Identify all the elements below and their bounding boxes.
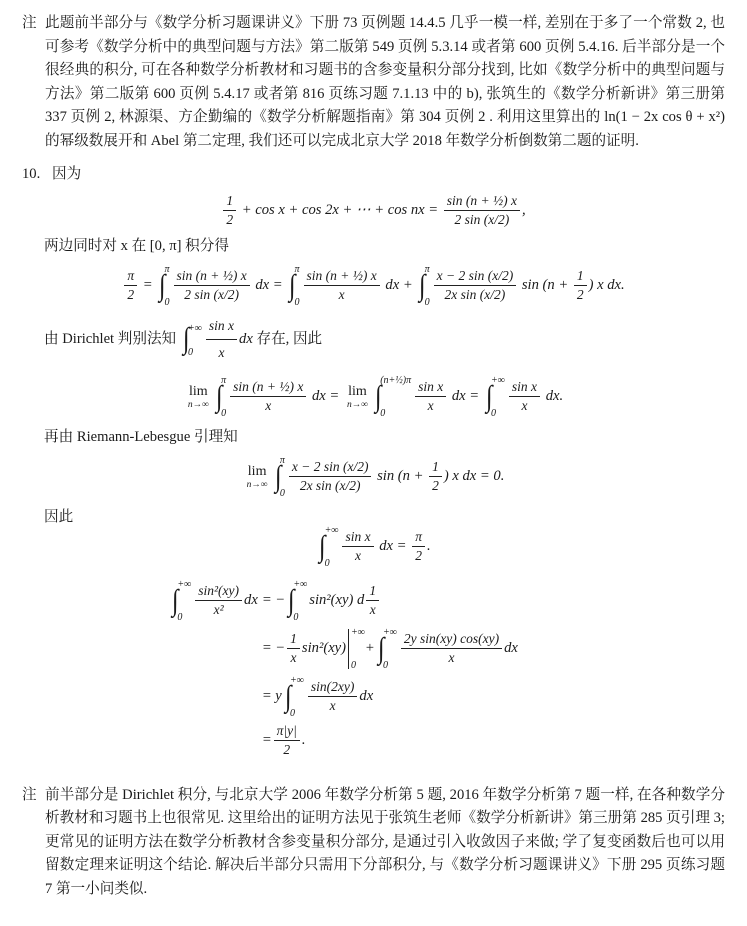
numerator: 1 (366, 583, 379, 601)
integral-sign: ∫ (159, 268, 166, 302)
math-text: = (139, 277, 157, 293)
upper-limit: π (279, 454, 285, 466)
integral-sign: ∫ (274, 459, 282, 493)
lower-limit: 0 (324, 557, 330, 569)
integral (418, 264, 429, 308)
align-rhs (262, 627, 518, 671)
fraction (412, 529, 425, 564)
integral-limits (380, 375, 411, 419)
note-text: 前半部分是 Dirichlet 积分, 与北京大学 2006 年数学分析第 5 题, 2016 年数学分析第 7 题一样, 在各种数学分析教材和习题书上也很常见. 这里给出的证明方法见于张筑生老师《数学分析新讲》第三册第 285 页引理 3; 更常见的证明方法在数学分析教材含参变量积分部分, 是通过引入收敛因子来做; 学了复变函数后也可以用留数定理来证明这个结论. 解决后半部分只需用下分部积分, 与《数学分析习题课讲义》下册 295 页练习题 7 第一小问类似. (45, 786, 725, 897)
fraction (206, 314, 237, 365)
lower-limit: 0 (279, 487, 285, 499)
align-lhs (169, 579, 258, 623)
align-rhs (262, 675, 518, 719)
lim-subscript: n→∞ (187, 399, 209, 410)
lower-limit: 0 (221, 407, 227, 419)
math-text: . (426, 538, 431, 554)
fraction (366, 583, 379, 618)
numerator: sin x (415, 379, 446, 397)
numerator: x − 2 sin (x/2) (434, 268, 517, 286)
integral (318, 525, 338, 569)
math-text: dx (244, 592, 258, 608)
integral (284, 675, 304, 719)
fraction (174, 268, 250, 303)
problem-intro: 因为 (52, 166, 82, 182)
integral-sign: ∫ (485, 379, 493, 413)
limit (247, 464, 268, 490)
text-line-3 (44, 314, 725, 365)
lower-limit: 0 (380, 407, 386, 419)
integral-limits (491, 375, 505, 419)
denominator: x (427, 398, 434, 413)
math-text: . (301, 731, 306, 748)
math-text: dx = (308, 388, 343, 404)
math-text: + cos x + cos 2x + ⋯ + cos nx = (238, 202, 442, 218)
math-text: + (364, 640, 375, 656)
denominator: 2x sin (x/2) (444, 287, 506, 302)
lower-limit: 0 (188, 347, 194, 358)
math-text: , (521, 201, 526, 218)
upper-limit: +∞ (188, 323, 202, 334)
fraction (444, 193, 520, 228)
note-1 (22, 12, 725, 153)
numerator: 1 (223, 193, 236, 211)
text-line-3b: 存在, 因此 (256, 330, 323, 347)
integral-sign: ∫ (419, 268, 426, 302)
integral-limits (177, 579, 191, 623)
align-lhs (169, 675, 258, 719)
fraction (223, 193, 236, 228)
fraction (230, 379, 306, 414)
math-text: dx (504, 640, 518, 656)
integral-limits (290, 675, 304, 719)
fraction (342, 529, 373, 564)
numerator: sin (n + ½) x (444, 193, 520, 211)
fraction (287, 631, 300, 666)
denominator: 2 (576, 287, 584, 302)
integral-sign: ∫ (284, 679, 292, 713)
math-text: = (261, 731, 272, 748)
denominator: x (369, 602, 376, 617)
align-lhs (169, 723, 258, 758)
integral-sign: ∫ (289, 268, 296, 302)
upper-limit: +∞ (491, 374, 505, 386)
denominator: x (329, 698, 336, 713)
note-tag: 注 (22, 15, 37, 31)
lower-limit: 0 (293, 611, 299, 623)
note-text: 此题前半部分与《数学分析习题课讲义》下册 73 页例题 14.4.5 几乎一模一样, 差别在于多了一个常数 2, 也可参考《数学分析中的典型问题与方法》第二版第 549 页例 5.3.14 或者第 600 页例 5.4.16. 后半部分是一个很经典的积分, 可在各种数学分析教材和习题书的含参变量积分部分找到, 比如《数学分析中的典型问题与方法》第二版第 600 页例 5.4.17 或者第 816 页练习题 7.1.13 中的 b), 张筑生的《数学分析新讲》第三册第 337 页例 2, 林源渠、方企勤编的《数学分析解题指南》第 304 页例 2 . 利用这里算出的 ln(1 − 2x cos θ + x²) 的幂级数展开和 Abel 第二定理, 我们还可以完成北京大学 2018 年数学分析倒数第二题的证明. (45, 15, 725, 149)
upper-limit: +∞ (293, 578, 308, 590)
numerator: sin(2xy) (308, 679, 357, 697)
fraction (274, 723, 300, 758)
limit (347, 384, 368, 410)
numerator: x − 2 sin (x/2) (289, 459, 372, 477)
math-text: dx = (448, 388, 483, 404)
lower-limit: 0 (294, 296, 300, 308)
text-line-4: 再由 Riemann-Lebesgue 引理知 (44, 428, 238, 445)
align-rhs (262, 579, 518, 623)
math-text: = − (261, 640, 286, 656)
evaluation-bar (348, 626, 365, 671)
denominator: x (355, 548, 362, 563)
numerator: sin x (342, 529, 373, 547)
integral-sign: ∫ (182, 322, 190, 355)
lower-limit: 0 (424, 296, 430, 308)
lim-word: lim (348, 383, 367, 399)
math-text: sin (n + (373, 468, 428, 484)
lower-limit: 0 (290, 707, 296, 719)
lim-word: lim (247, 463, 267, 479)
align-lhs (169, 627, 258, 671)
numerator: 2y sin(xy) cos(xy) (401, 631, 502, 649)
numerator: sin x (206, 314, 237, 340)
problem-header (22, 163, 725, 187)
upper-limit: (n+½)π (380, 374, 412, 386)
fraction (289, 459, 372, 494)
integral (288, 264, 299, 308)
denominator: x (448, 650, 455, 665)
integral (485, 375, 505, 419)
integral (377, 627, 397, 671)
denominator: 2 sin (x/2) (184, 287, 239, 302)
denominator: 2 (432, 478, 439, 493)
numerator: sin (n + ½) x (174, 268, 250, 286)
math-text: = y (261, 688, 282, 704)
math-text: sin²(xy) d (309, 592, 365, 608)
integral (182, 317, 202, 361)
fraction (401, 631, 502, 666)
integral-sign: ∫ (377, 631, 385, 665)
denominator: 2 sin (x/2) (454, 211, 510, 227)
equation-5 (22, 525, 725, 569)
text-line-2: 两边同时对 x 在 [0, π] 积分得 (44, 237, 229, 254)
integral (158, 264, 169, 308)
integral-sign: ∫ (374, 379, 382, 413)
lower-limit: 0 (382, 659, 388, 671)
upper-limit: π (424, 263, 430, 275)
numerator: π (124, 268, 137, 286)
denominator: x (521, 398, 528, 413)
lower-limit: 0 (351, 659, 357, 671)
numerator: 1 (429, 459, 442, 477)
upper-limit: +∞ (177, 578, 192, 590)
numerator: 1 (287, 631, 300, 649)
eval-limits (351, 627, 365, 671)
math-text: ) x dx = 0. (443, 468, 505, 484)
fraction (304, 268, 380, 303)
fraction (434, 268, 517, 303)
inline-integral (180, 314, 253, 365)
denominator: 2 (415, 548, 422, 563)
math-text: dx (239, 331, 253, 347)
denominator: 2 (127, 287, 135, 302)
integral-limits (188, 317, 202, 361)
aligned-derivation (0, 579, 725, 758)
fraction (509, 379, 540, 414)
math-text: = − (261, 592, 286, 608)
integral (374, 375, 411, 419)
numerator: π (412, 529, 425, 547)
integral-limits (325, 525, 339, 569)
math-text: sin²(xy) (301, 640, 347, 656)
lim-subscript: n→∞ (246, 479, 268, 490)
integral (171, 579, 191, 623)
math-text: sin (n + (518, 277, 572, 293)
equation-1 (22, 193, 725, 228)
upper-limit: π (164, 263, 170, 275)
integral-sign: ∫ (215, 379, 223, 413)
math-text: dx = (251, 277, 287, 293)
denominator: x (218, 344, 225, 360)
fraction (308, 679, 357, 714)
math-text: dx = (375, 538, 411, 554)
lower-limit: 0 (491, 407, 497, 419)
upper-limit: π (221, 374, 227, 386)
upper-limit: +∞ (324, 524, 339, 536)
text-line-3a: 由 Dirichlet 判别法知 (44, 330, 177, 347)
integral-limits (293, 579, 307, 623)
math-text: dx (359, 688, 374, 704)
equation-4 (22, 455, 725, 499)
numerator: sin (n + ½) x (304, 268, 380, 286)
upper-limit: +∞ (290, 674, 304, 686)
upper-limit: +∞ (351, 626, 365, 638)
fraction (415, 379, 446, 414)
integral (215, 375, 226, 419)
lim-word: lim (189, 383, 208, 399)
denominator: x (338, 287, 345, 302)
lim-subscript: n→∞ (346, 399, 368, 410)
lower-limit: 0 (177, 611, 183, 623)
denominator: 2 (283, 741, 291, 757)
equation-2 (22, 264, 725, 308)
numerator: π|y| (274, 723, 300, 741)
numerator: sin²(xy) (195, 583, 242, 601)
fraction (429, 459, 442, 494)
integral-sign: ∫ (171, 583, 179, 617)
denominator: x (290, 650, 297, 665)
math-text: dx + (381, 277, 417, 293)
align-rhs (262, 723, 518, 758)
numerator: sin (n + ½) x (230, 379, 306, 397)
equation-3 (22, 375, 725, 419)
integral-limits (383, 627, 397, 671)
integral-sign: ∫ (319, 529, 326, 563)
numerator: 1 (574, 268, 587, 286)
limit (188, 384, 209, 410)
upper-limit: π (294, 263, 300, 275)
denominator: x² (213, 602, 224, 617)
math-text: ) x dx. (588, 277, 625, 293)
math-text: dx. (542, 388, 564, 404)
note-2 (22, 784, 725, 902)
text-line-5: 因此 (44, 508, 74, 525)
fraction (124, 268, 137, 303)
integral (287, 579, 307, 623)
upper-limit: +∞ (382, 626, 397, 638)
integral (274, 455, 285, 499)
integral-sign: ∫ (287, 583, 295, 617)
denominator: x (265, 398, 272, 413)
numerator: sin x (509, 379, 540, 397)
denominator: 2x sin (x/2) (299, 478, 361, 493)
fraction (574, 268, 587, 303)
note-tag: 注 (22, 786, 37, 803)
fraction (195, 583, 242, 618)
lower-limit: 0 (164, 296, 170, 308)
denominator: 2 (226, 211, 234, 227)
problem-number: 10. (22, 166, 41, 182)
